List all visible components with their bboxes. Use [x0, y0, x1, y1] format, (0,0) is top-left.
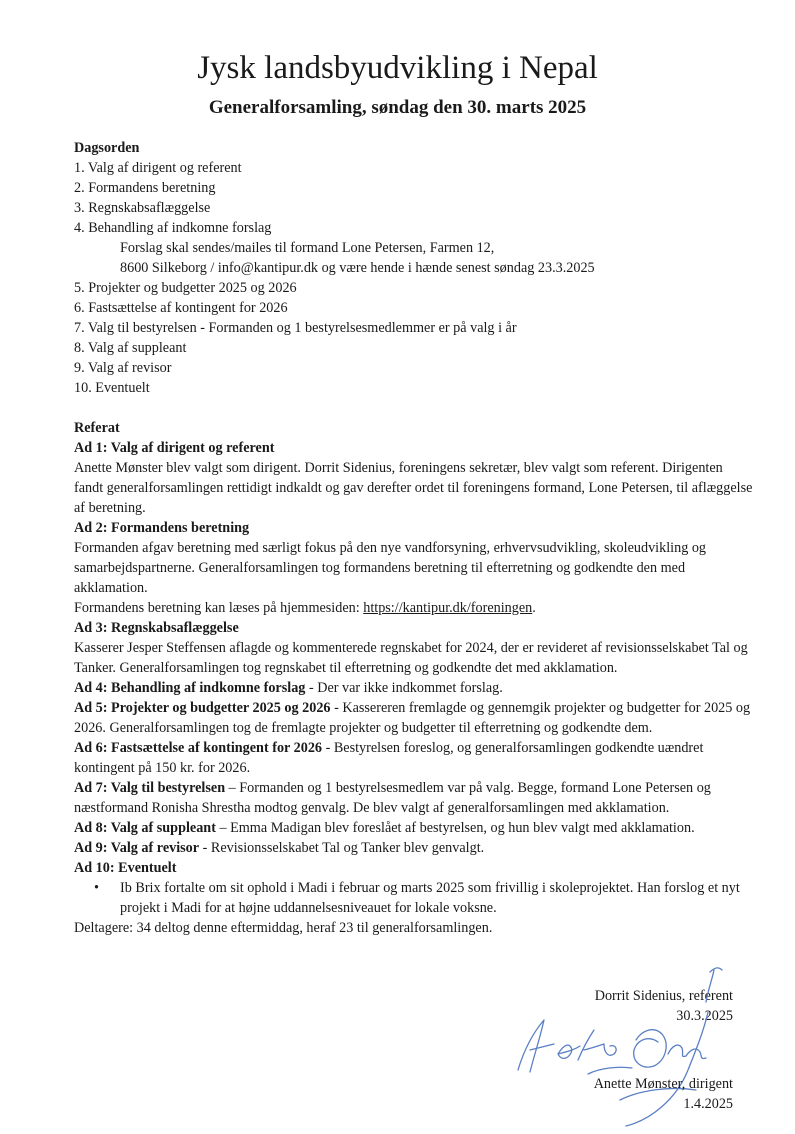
ad8-heading: Ad 8: Valg af suppleant	[74, 820, 216, 836]
ad7-heading: Ad 7: Valg til bestyrelsen	[74, 780, 226, 796]
ad4-heading: Ad 4: Behandling af indkomne forslag	[74, 680, 306, 696]
ad8-paragraph	[74, 818, 754, 838]
agenda-item-note: Forslag skal sendes/mailes til formand Lone Petersen, Farmen 12,	[120, 240, 495, 256]
agenda-item: 8. Valg af suppleant	[74, 340, 187, 356]
ad6-paragraph	[74, 738, 754, 778]
referent-name: Dorrit Sidenius, referent	[594, 988, 733, 1004]
agenda-item: 1. Valg af dirigent og referent	[74, 160, 242, 176]
ad6-text: - Bestyrelsen foreslog, og generalforsamlingen godkendte uændret kontingent på 150 kr. for 2026.	[74, 740, 704, 776]
agenda-heading: Dagsorden	[74, 140, 140, 156]
participants-text: Deltagere: 34 deltog denne eftermiddag, heraf 23 til generalforsamlingen.	[74, 920, 493, 936]
agenda-item: 3. Regnskabsaflæggelse	[74, 200, 211, 216]
ad5-paragraph	[74, 698, 754, 738]
agenda-item: 6. Fastsættelse af kontingent for 2026	[74, 300, 288, 316]
agenda-item-note: 8600 Silkeborg / info@kantipur.dk og være hende i hænde senest søndag 23.3.2025	[120, 260, 595, 276]
ad9-heading: Ad 9: Valg af revisor	[74, 840, 200, 856]
foreningen-link[interactable]: https://kantipur.dk/foreningen	[363, 600, 533, 616]
agenda-item: 4. Behandling af indkomne forslag	[74, 220, 272, 236]
document-subtitle: Generalforsamling, søndag den 30. marts 2025	[208, 97, 587, 118]
ad4-paragraph	[74, 678, 754, 698]
minutes-heading: Referat	[74, 420, 120, 436]
dirigent-signature-block	[433, 1074, 733, 1114]
ad10-bullet-text: Ib Brix fortalte om sit ophold i Madi i februar og marts 2025 som frivillig i skoleprojektet. Han forslog et nyt projekt i Madi for at højne uddannelsesniveauet for lokale voksne.	[120, 880, 740, 916]
ad5-text: - Kassereren fremlagde og gennemgik projekter og budgetter for 2025 og 2026. Generalforsamlingen tog de fremlagte projekter og budgetter til efterretning og godkendte dem.	[74, 700, 751, 736]
signature-stroke-anette	[518, 1020, 632, 1074]
ad2-heading: Ad 2: Formandens beretning	[74, 520, 250, 536]
ad3-heading: Ad 3: Regnskabsaflæggelse	[74, 620, 239, 636]
ad2-text: Formanden afgav beretning med særligt fokus på den nye vandforsyning, erhvervsudvikling, skoleudvikling og samarbejdspartnerne. Generalforsamlingen tog formandens beretning til efterretning og godkendte den med akklamation.	[74, 540, 707, 596]
list-item	[94, 878, 754, 918]
agenda-item: 7. Valg til bestyrelsen - Formanden og 1 bestyrelsesmedlemmer er på valg i år	[74, 320, 517, 336]
ad10-heading: Ad 10: Eventuelt	[74, 860, 177, 876]
ad4-text: - Der var ikke indkommet forslag.	[305, 680, 503, 696]
dirigent-date: 1.4.2025	[683, 1096, 733, 1112]
referent-date: 30.3.2025	[676, 1008, 733, 1024]
ad7-text: – Formanden og 1 bestyrelsesmedlem var på valg. Begge, formand Lone Petersen og næstformand Ronisha Shrestha modtog genvalg. De blev valgt af generalforsamlingen med akklamation.	[74, 780, 711, 816]
ad9-text: - Revisionsselskabet Tal og Tanker blev genvalgt.	[199, 840, 485, 856]
ad5-heading: Ad 5: Projekter og budgetter 2025 og 2026	[74, 700, 331, 716]
bullet-icon: •	[94, 880, 99, 896]
ad1-text: Anette Mønster blev valgt som dirigent. Dorrit Sidenius, foreningens sekretær, blev valgt som referent. Dirigenten fandt generalforsamlingen rettidigt indkaldt og gav derefter ordet til foreningens formand, Lone Petersen, til aflæggelse af beretning.	[74, 460, 753, 516]
ad7-paragraph	[74, 778, 754, 818]
ad10-list	[74, 878, 754, 918]
dirigent-name: Anette Mønster, dirigent	[593, 1076, 733, 1092]
document-body	[74, 138, 754, 938]
document-title: Jysk landsbyudvikling i Nepal	[197, 50, 598, 86]
ad9-paragraph	[74, 838, 754, 858]
ad1-heading: Ad 1: Valg af dirigent og referent	[74, 440, 275, 456]
ad8-text: – Emma Madigan blev foreslået af bestyrelsen, og hun blev valgt med akklamation.	[215, 820, 695, 836]
agenda-item: 10. Eventuelt	[74, 380, 150, 396]
agenda-item: 2. Formandens beretning	[74, 180, 216, 196]
ad2-link-line	[74, 598, 754, 618]
ad6-heading: Ad 6: Fastsættelse af kontingent for 2026	[74, 740, 323, 756]
ad3-text: Kasserer Jesper Steffensen aflagde og kommenterede regnskabet for 2024, der er revideret af revisionsselskabet Tal og Tanker. Generalforsamlingen tog regnskabet til efterretning og godkendte det med akklamation.	[74, 640, 748, 676]
ad2-link-prefix: Formandens beretning kan læses på hjemmesiden:	[74, 600, 364, 616]
agenda-item: 9. Valg af revisor	[74, 360, 172, 376]
ad2-link-suffix: .	[532, 600, 536, 616]
agenda-item: 5. Projekter og budgetter 2025 og 2026	[74, 280, 297, 296]
